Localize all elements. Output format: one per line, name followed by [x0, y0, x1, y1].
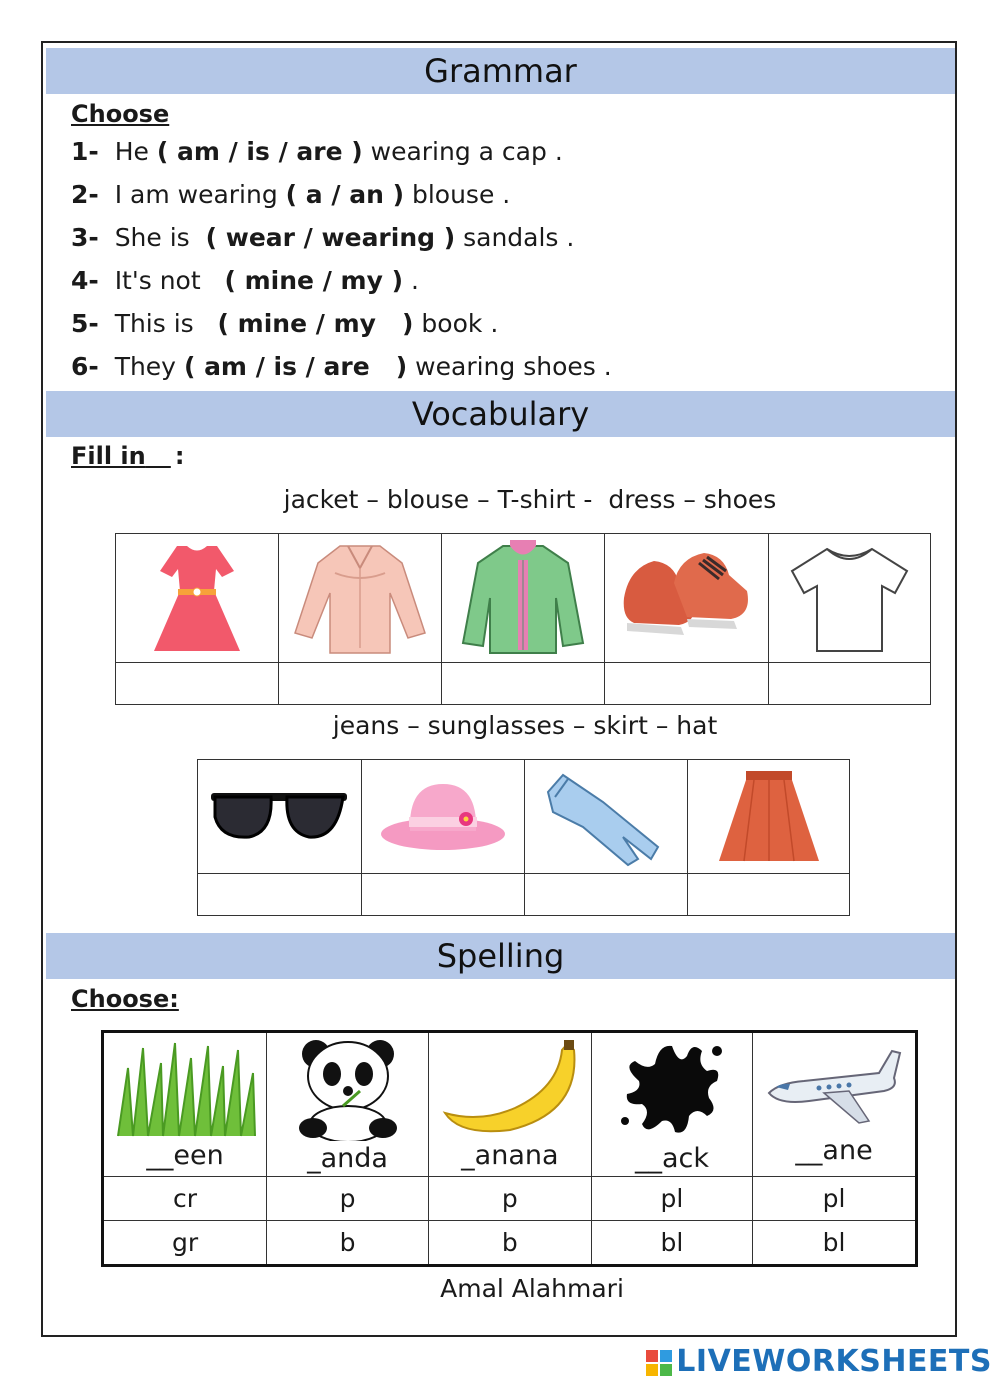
- grammar-instruction: Choose: [71, 100, 170, 128]
- tshirt-icon: [787, 541, 912, 656]
- picture-cell: [198, 760, 362, 874]
- answer-box[interactable]: [361, 874, 524, 916]
- choice-4[interactable]: ( mine / my ): [224, 266, 404, 295]
- question-4: 4- It's not ( mine / my ) .: [71, 266, 419, 295]
- choice-3[interactable]: ( wear / wearing ): [205, 223, 456, 252]
- choice-1[interactable]: ( am / is / are ): [156, 137, 363, 166]
- spelling-item-2: [267, 1032, 429, 1177]
- answer-box[interactable]: [442, 663, 605, 705]
- picture-cell: [116, 534, 279, 663]
- spelling-pattern-1: __een: [146, 1140, 224, 1171]
- answer-box[interactable]: [605, 663, 768, 705]
- spelling-pattern-3: _anana: [461, 1140, 559, 1171]
- option-p[interactable]: p: [267, 1177, 429, 1221]
- spelling-item-3: [428, 1032, 591, 1177]
- choice-2[interactable]: ( a / an ): [285, 180, 405, 209]
- option-bl[interactable]: bl: [591, 1221, 752, 1266]
- question-2: 2- I am wearing ( a / an ) blouse .: [71, 180, 511, 209]
- spelling-pattern-2: _anda: [307, 1142, 388, 1174]
- spelling-pattern-4: __ack: [634, 1142, 709, 1174]
- answer-box[interactable]: [768, 663, 930, 705]
- question-3: 3- She is ( wear / wearing ) sandals .: [71, 223, 575, 252]
- picture-cell: [524, 760, 687, 874]
- option-gr[interactable]: gr: [103, 1221, 267, 1266]
- question-1: 1- He ( am / is / are ) wearing a cap .: [71, 137, 563, 166]
- answer-box[interactable]: [198, 874, 362, 916]
- hat-icon: [378, 779, 508, 854]
- answer-box[interactable]: [688, 874, 850, 916]
- plane-icon: [764, 1043, 904, 1133]
- shoes-icon: [619, 543, 754, 653]
- liveworksheets-logo: LIVEWORKSHEETS: [646, 1344, 992, 1379]
- blouse-icon: [290, 538, 430, 658]
- splat-icon: [617, 1036, 727, 1141]
- option-bl[interactable]: bl: [753, 1221, 917, 1266]
- option-cr[interactable]: cr: [103, 1177, 267, 1221]
- panda-icon: [288, 1036, 408, 1141]
- picture-cell: [361, 760, 524, 874]
- option-b[interactable]: b: [267, 1221, 429, 1266]
- vocabulary-header: Vocabulary: [46, 391, 955, 437]
- clothes-table-2: [197, 759, 850, 916]
- word-bank-1: jacket – blouse – T-shirt - dress – shoes: [283, 485, 777, 514]
- answer-box[interactable]: [524, 874, 687, 916]
- picture-cell: [768, 534, 930, 663]
- answer-box[interactable]: [116, 663, 279, 705]
- jacket-icon: [458, 538, 588, 658]
- question-5: 5- This is ( mine / my ) book .: [71, 309, 499, 338]
- banana-icon: [440, 1038, 580, 1138]
- grass-icon: [113, 1038, 258, 1138]
- clothes-table-1: [115, 533, 931, 705]
- spelling-item-1: [103, 1032, 267, 1177]
- word-bank-2: jeans – sunglasses – skirt – hat: [332, 711, 718, 740]
- jeans-icon: [543, 767, 668, 867]
- vocabulary-instruction: Fill in :: [71, 442, 185, 470]
- answer-box[interactable]: [278, 663, 441, 705]
- dress-icon: [142, 541, 252, 656]
- option-p[interactable]: p: [428, 1177, 591, 1221]
- choice-6[interactable]: ( am / is / are ): [183, 352, 408, 381]
- picture-cell: [278, 534, 441, 663]
- picture-cell: [605, 534, 768, 663]
- spelling-header: Spelling: [46, 933, 955, 979]
- sunglasses-icon: [209, 787, 349, 847]
- option-pl[interactable]: pl: [591, 1177, 752, 1221]
- logo-icon: [646, 1350, 672, 1376]
- spelling-instruction: Choose:: [71, 985, 179, 1013]
- picture-cell: [442, 534, 605, 663]
- spelling-item-5: [753, 1032, 917, 1177]
- grammar-header: Grammar: [46, 48, 955, 94]
- spelling-item-4: [591, 1032, 752, 1177]
- spelling-table: [101, 1030, 918, 1267]
- skirt-icon: [714, 767, 824, 867]
- author-credit: Amal Alahmari: [440, 1274, 624, 1303]
- option-b[interactable]: b: [428, 1221, 591, 1266]
- choice-5[interactable]: ( mine / my ): [217, 309, 414, 338]
- option-pl[interactable]: pl: [753, 1177, 917, 1221]
- spelling-pattern-5: __ane: [795, 1135, 873, 1166]
- picture-cell: [688, 760, 850, 874]
- question-6: 6- They ( am / is / are ) wearing shoes .: [71, 352, 612, 381]
